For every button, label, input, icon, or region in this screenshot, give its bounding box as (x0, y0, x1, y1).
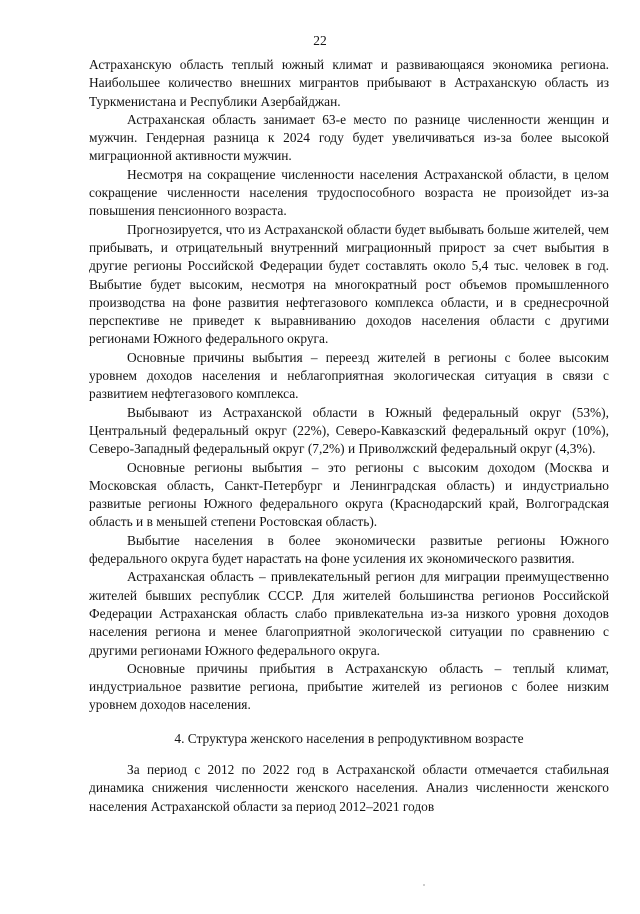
paragraph: Выбывают из Астраханской области в Южный федеральный округ (53%), Центральный федеральный округ (22%), Северо-Кавказский федеральный округ (10%), Северо-Западный федеральный округ (7,2%) и Приволжский федеральный округ (4,3%). (89, 404, 609, 457)
paragraph: Астраханскую область теплый южный климат и развивающаяся экономика региона. Наибольшее количество внешних мигрантов прибывают в Астраханскую область из Туркменистана и Республики Азербайджан. (89, 57, 609, 109)
paragraph: Астраханская область занимает 63-е место по разнице численности женщин и мужчин. Гендерная разница к 2024 году будет увеличиваться из-за более высокой миграционной активности мужчин. (89, 111, 609, 164)
paragraph: Основные причины выбытия – переезд жителей в регионы с более высоким уровнем доходов населения и неблагоприятная экологическая ситуация в связи с развитием нефтегазового комплекса. (89, 349, 609, 402)
page-number: 22 (313, 33, 327, 48)
paragraph: Прогнозируется, что из Астраханской области будет выбывать больше жителей, чем прибывать, и отрицательный внутренний миграционный прирост за счет выбытия в другие регионы Российской Федерации будет составлять около 5,4 тыс. человек в год. Выбытие будет высоким, несмотря на многократный рост объемов промышленного производства на фоне развития нефтегазового комплекса области, и в среднесрочной перспективе не приведет к выравниванию доходов населения области с другими регионами Южного федерального округа. (89, 221, 609, 347)
paragraph: Астраханская область – привлекательный регион для миграции преимущественно жителей бывших республик СССР. Для жителей большинства регионов Российской Федерации Астраханская область слабо привлекательна из-за низкого уровня доходов населения региона и менее благоприятной экологической ситуации по сравнению с другими регионами Южного федерального округа. (89, 569, 609, 658)
scan-speck (423, 884, 425, 886)
paragraph: Основные регионы выбытия – это регионы с высоким доходом (Москва и Московская область, Санкт-Петербург и Ленинградская область) и индустриально развитые регионы Южного федерального округа (Краснодарский край, Волгоградская область и в меньшей степени Ростовская область). (89, 459, 609, 530)
paragraph: За период с 2012 по 2022 год в Астраханской области отмечается стабильная динамика снижения численности женского населения. Анализ численности женского населения Астраханской области за период 2012–2021 годов (89, 761, 609, 814)
paragraph: Основные причины прибытия в Астраханскую область – теплый климат, индустриальное развитие региона, прибытие жителей из регионов с более низким уровнем доходов населения. (89, 660, 609, 713)
paragraph: Выбытие населения в более экономически развитые регионы Южного федерального округа будет нарастать на фоне усиления их экономического развития. (89, 532, 609, 567)
section-heading: 4. Структура женского населения в репродуктивном возрасте (174, 730, 524, 746)
document-body (89, 56, 609, 816)
paragraph: Несмотря на сокращение численности населения Астраханской области, в целом сокращение численности населения трудоспособного возраста не произойдет из-за повышения пенсионного возраста. (89, 166, 609, 219)
